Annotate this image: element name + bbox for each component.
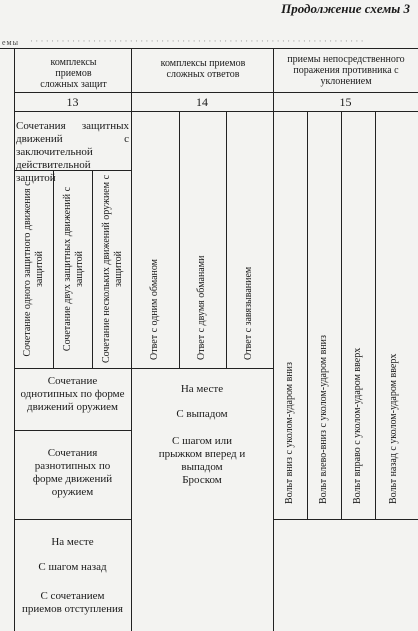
vertical-15-1: Вольт вниз с уколом-ударом вниз <box>284 362 295 504</box>
mode-13-2: С шагом назад <box>38 561 107 573</box>
column-number-15: 15 <box>339 95 352 109</box>
vertical-13-2: Сочетание двух защитных движений с защитой <box>62 186 85 352</box>
column-number-14: 14 <box>196 95 208 109</box>
column-number-13: 13 <box>66 95 79 109</box>
mode-13-1: На месте <box>51 536 94 548</box>
mixed-movements: Сочетания разнотипных по форме движений оружием <box>32 447 113 498</box>
mode-14-3: С шагом или прыжком вперед и выпадом <box>158 435 246 473</box>
vertical-14-1: Ответ с одним обманом <box>149 258 160 360</box>
vertical-14-2: Ответ с двумя обманами <box>196 255 207 360</box>
continued-caption: Продолжение схемы 3 <box>281 1 410 16</box>
vertical-13-3: Сочетание нескольких движений оружием с защитой <box>101 174 124 364</box>
mode-14-1: На месте <box>180 383 224 395</box>
vertical-15-4: Вольт назад с уколом-ударом вверх <box>388 353 399 504</box>
header-13: комплексы приемов сложных защит <box>40 57 107 90</box>
mode-13-3: С сочетанием приемов отступления <box>22 590 123 615</box>
vertical-13-1: Сочетание одного защитного движения с защитой <box>22 181 45 357</box>
continuation-label: емы <box>2 38 19 47</box>
dotted-rule: · · · · · · · · · · · · · · · · · · · · · · · · · · · · · · · · · · · · · · · · · · · · · · · · · · · · · · · · · · · · · · · · <box>30 36 364 46</box>
vertical-14-3: Ответ с завязыванием <box>243 266 254 360</box>
mode-14-4: Броском <box>182 474 222 486</box>
header-14: комплексы приемов сложных ответов <box>160 58 246 80</box>
vertical-15-3: Вольт вправо с уколом-ударом вверх <box>352 347 363 504</box>
header-15: приемы непосредственного поражения противника с уклонением <box>287 54 405 87</box>
mode-14-2: С выпадом <box>176 408 228 420</box>
uniform-movements: Сочетание однотипных по форме движений оружием <box>20 375 125 413</box>
defensive-combinations-title: Сочетания защитных движений с заключительной действительной защитой <box>16 120 129 184</box>
vertical-15-2: Вольт влево-вниз с уколом-ударом вниз <box>318 335 329 504</box>
